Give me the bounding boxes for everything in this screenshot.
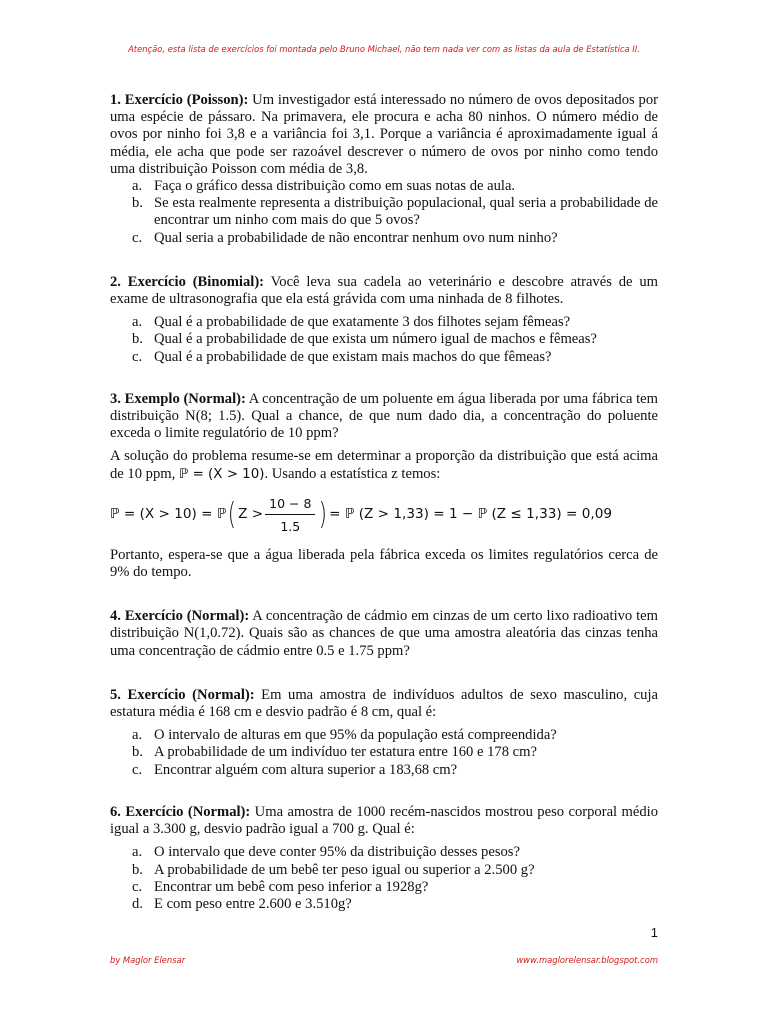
item-marker: c.	[132, 229, 143, 246]
item-text: Faça o gráfico dessa distribuição como em suas notas de aula.	[154, 178, 516, 195]
exercise-1	[110, 92, 658, 178]
exercise-4	[110, 608, 658, 660]
exercise-4-title: 4. Exercício (Normal):	[110, 608, 250, 625]
list-item	[110, 195, 658, 229]
solution-text-end: . Usando a estatística z temos:	[264, 465, 441, 482]
header-warning-note: Atenção, esta lista de exercícios foi montada pelo Bruno Michael, não tem nada ver com as listas da aula de Estatística II.	[128, 44, 640, 54]
exercise-5-items	[110, 727, 658, 779]
exercise-3	[110, 391, 658, 443]
fraction-numerator: 10 − 8	[265, 495, 315, 515]
exercise-5	[110, 687, 658, 721]
left-paren: (	[228, 496, 237, 532]
exercise-2-items	[110, 314, 658, 366]
right-paren: )	[319, 496, 328, 532]
list-item	[110, 896, 658, 913]
item-text: Se esta realmente representa a distribuição populacional, qual seria a probabilidade de encontrar um ninho com mais do que 5 ovos?	[154, 195, 658, 229]
exercise-3-solution	[110, 448, 658, 482]
list-item	[110, 844, 658, 861]
fraction-denominator: 1.5	[280, 518, 301, 534]
footer-website-link[interactable]: www.maglorelensar.blogspot.com	[516, 955, 658, 965]
item-text: O intervalo que deve conter 95% da distribuição desses pesos?	[154, 844, 520, 861]
solution-inline-math: ℙ = (X > 10)	[178, 466, 265, 482]
exercise-1-items	[110, 178, 658, 247]
exercise-5-text: Em uma amostra de indivíduos adultos de sexo masculino, cuja estatura média é 168 cm e desvio padrão é 8 cm, qual é:	[110, 686, 658, 721]
item-text: Qual seria a probabilidade de não encontrar nenhum ovo num ninho?	[154, 229, 558, 246]
item-text: Encontrar alguém com altura superior a 183,68 cm?	[154, 761, 458, 778]
item-text: Qual é a probabilidade de que exista um número igual de machos e fêmeas?	[154, 331, 597, 348]
item-text: A probabilidade de um indivíduo ter estatura entre 160 e 178 cm?	[154, 744, 537, 761]
exercise-1-text: Um investigador está interessado no número de ovos depositados por uma espécie de pássaro. Na primavera, ele procura e acha 80 ninhos. O número médio de ovos por ninho foi 3,8 e a variância foi 3,1. Porque a variância é aproximadamente igual á média, ele acha que pode ser razoável descrever o número de ovos por ninho como tendo uma distribuição Poisson com média de 3,8.	[110, 92, 658, 177]
item-marker: b.	[132, 861, 143, 878]
item-marker: a.	[132, 178, 143, 195]
footer-author: by Maglor Elensar	[110, 955, 186, 965]
item-text: Qual é a probabilidade de que existam mais machos do que fêmeas?	[154, 348, 552, 365]
item-marker: c.	[132, 761, 143, 778]
exercise-3-title: 3. Exemplo (Normal):	[110, 390, 246, 407]
list-item	[110, 879, 658, 896]
list-item	[110, 230, 658, 247]
item-marker: a.	[132, 314, 143, 331]
exercise-6-title: 6. Exercício (Normal):	[110, 803, 251, 820]
item-text: A probabilidade de um bebê ter peso igual ou superior a 2.500 g?	[154, 861, 535, 878]
exercise-6-text: Uma amostra de 1000 recém-nascidos mostrou peso corporal médio igual a 3.300 g, desvio padrão igual a 700 g. Qual é:	[110, 803, 658, 838]
exercise-list	[110, 92, 658, 913]
list-item	[110, 727, 658, 744]
exercise-2-text: Você leva sua cadela ao veterinário e descobre através de um exame de ultrasonografia que ela está grávida com uma ninhada de 8 filhotes.	[110, 273, 658, 308]
item-marker: a.	[132, 844, 143, 861]
item-marker: c.	[132, 348, 143, 365]
item-marker: b.	[132, 195, 143, 212]
list-item	[110, 862, 658, 879]
item-text: Encontrar um bebê com peso inferior a 1928g?	[154, 878, 429, 895]
solution-text: A solução do problema resume-se em determinar a proporção da distribuição que está acima de 10 ppm,	[110, 448, 658, 482]
item-marker: b.	[132, 331, 143, 348]
item-marker: b.	[132, 744, 143, 761]
item-text: O intervalo de alturas em que 95% da população está compreendida?	[154, 727, 557, 744]
list-item	[110, 178, 658, 195]
formula-fraction	[265, 495, 315, 535]
exercise-6-items	[110, 844, 658, 913]
formula-lhs: ℙ = (X > 10) = ℙ	[110, 506, 227, 523]
item-marker: c.	[132, 878, 143, 895]
list-item	[110, 744, 658, 761]
exercise-3-conclusion: Portanto, espera-se que a água liberada pela fábrica exceda os limites regulatórios cerca de 9% do tempo.	[110, 546, 658, 581]
item-marker: a.	[132, 727, 143, 744]
formula-z-part: Z >	[238, 506, 264, 523]
exercise-6	[110, 804, 658, 838]
page-number: 1	[650, 925, 658, 940]
exercise-1-title: 1. Exercício (Poisson):	[110, 92, 249, 108]
formula-rhs: = ℙ (Z > 1,33) = 1 − ℙ (Z ≤ 1,33) = 0,09	[329, 506, 613, 523]
item-text: E com peso entre 2.600 e 3.510g?	[154, 895, 352, 912]
list-item	[110, 349, 658, 366]
exercise-2	[110, 274, 658, 308]
list-item	[110, 331, 658, 348]
list-item	[110, 314, 658, 331]
exercise-3-text: A concentração de um poluente em água liberada por uma fábrica tem distribuição N(8; 1.5). Qual a chance, de que num dado dia, a concentração do poluente exceda o limite regulatório de 10 ppm?	[110, 390, 658, 442]
exercise-2-title: 2. Exercício (Binomial):	[110, 273, 265, 290]
item-text: Qual é a probabilidade de que exatamente 3 dos filhotes sejam fêmeas?	[154, 314, 571, 331]
exercise-5-title: 5. Exercício (Normal):	[110, 686, 255, 703]
item-marker: d.	[132, 895, 143, 912]
exercise-4-text: A concentração de cádmio em cinzas de um certo lixo radioativo tem distribuição N(1,0.72). Quais são as chances de que uma amostra aleatória das cinzas tenha uma concentração de cádmio entre 0.5 e 1.75 ppm?	[110, 608, 658, 659]
list-item	[110, 762, 658, 779]
z-score-formula	[110, 489, 658, 541]
